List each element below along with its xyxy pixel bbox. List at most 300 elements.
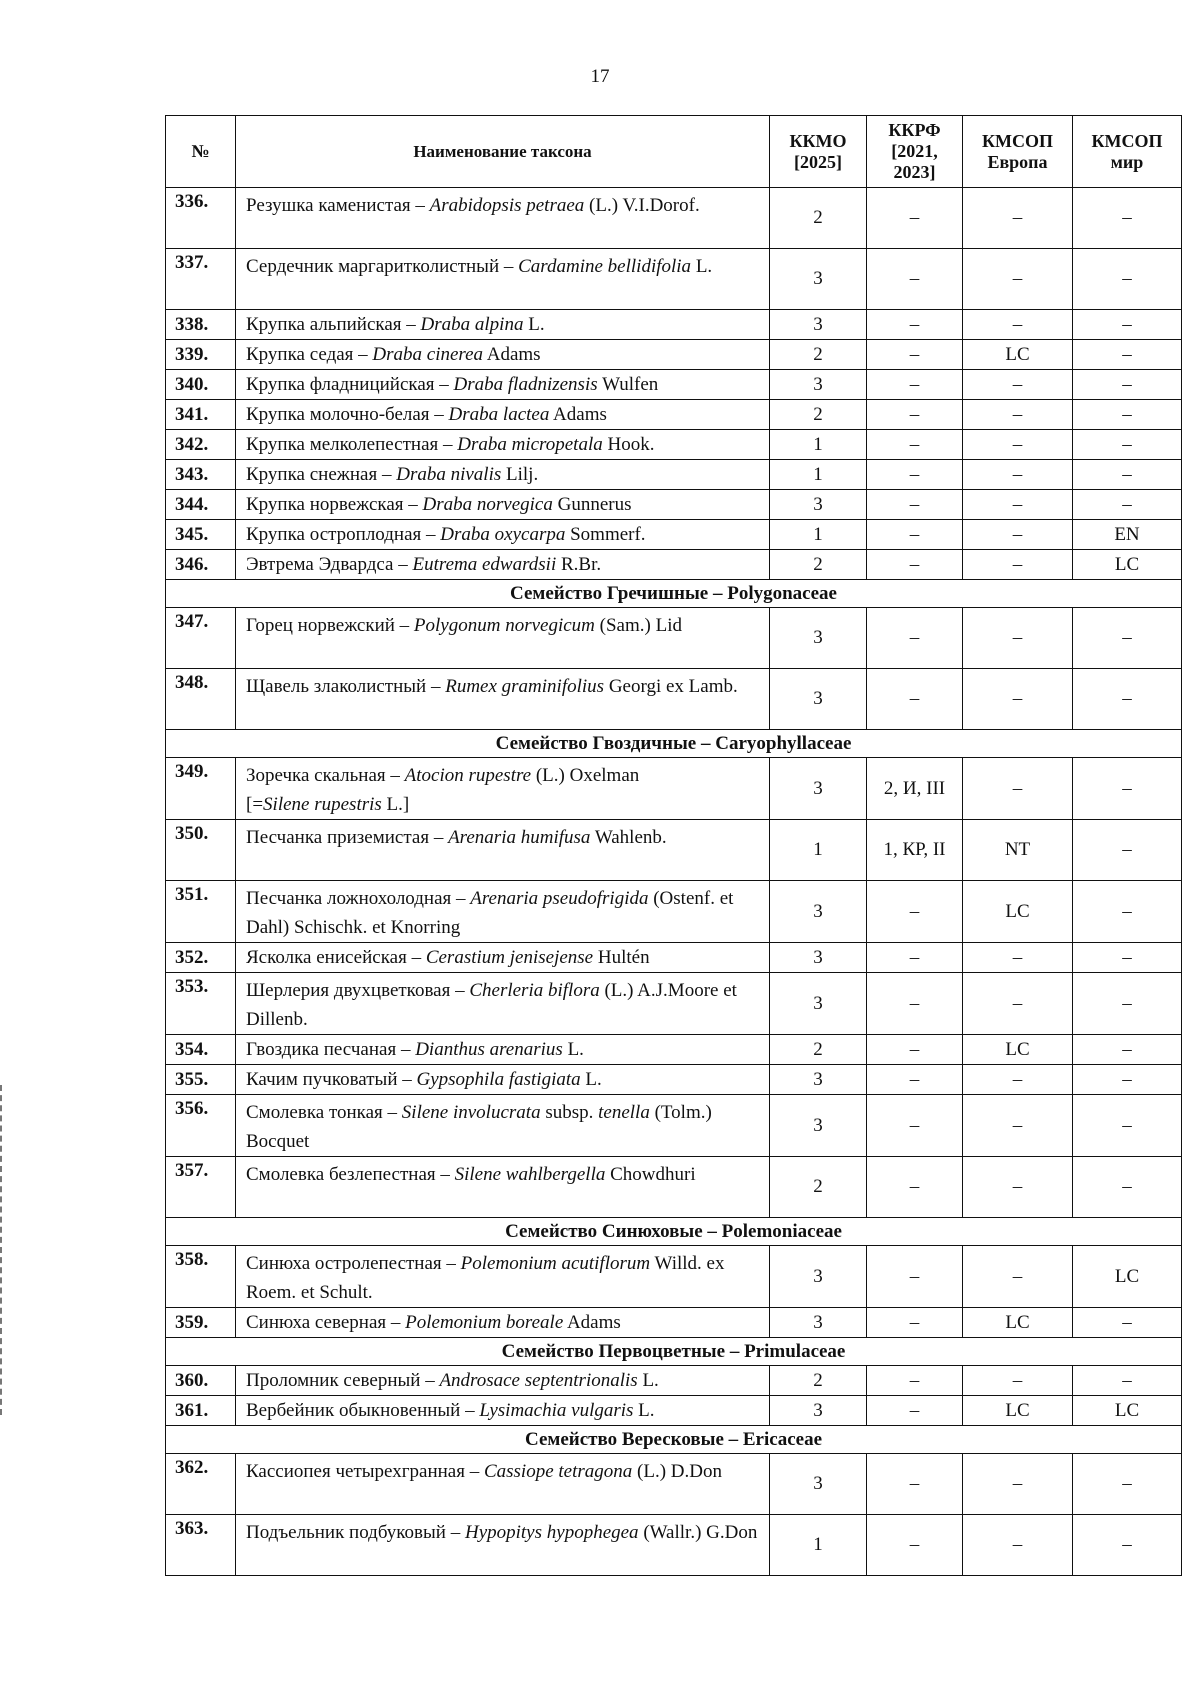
row-number: 355.: [166, 1065, 236, 1095]
taxon-russian-name: Крупка норвежская: [246, 494, 404, 515]
taxon-name: Синюха северная – Polemonium boreale Adams: [236, 1308, 770, 1338]
taxon-latin-name: Polemonium acutiflorum: [460, 1253, 651, 1274]
taxon-russian-name: Качим пучковатый: [246, 1069, 398, 1090]
table-row: [166, 973, 1182, 1035]
taxon-authority: (Wallr.) G.Don: [643, 1522, 758, 1543]
status-kkrf: –: [867, 370, 963, 400]
taxon-authority: L.: [642, 1370, 659, 1391]
taxon-authority: Wulfen: [602, 374, 659, 395]
status-kmsop-world: –: [1073, 310, 1182, 340]
table-row: [166, 1065, 1182, 1095]
status-kmsop-world: LC: [1073, 550, 1182, 580]
status-kkrf: –: [867, 490, 963, 520]
header-kmsop-europe-line: КМСОП: [981, 130, 1054, 151]
header-row: [166, 116, 1182, 188]
taxon-latin-name: Rumex graminifolius: [445, 676, 605, 697]
table-row: [166, 820, 1182, 881]
status-kkrf: –: [867, 310, 963, 340]
table-row: [166, 1515, 1182, 1576]
status-kmsop-world: –: [1073, 370, 1182, 400]
taxon-authority: L.: [528, 314, 545, 335]
table-row: [166, 249, 1182, 310]
taxon-russian-name: Смолевка безлепестная: [246, 1164, 436, 1185]
taxon-latin-name: Draba oxycarpa: [440, 524, 566, 545]
status-kkrf: –: [867, 1065, 963, 1095]
status-kmsop-europe: LC: [963, 1396, 1073, 1426]
taxon-russian-name: Зоречка скальная: [246, 765, 386, 786]
taxon-latin-name: Arabidopsis petraea: [429, 195, 585, 216]
status-kmsop-world: –: [1073, 608, 1182, 669]
row-number: 354.: [166, 1035, 236, 1065]
status-kkrf: –: [867, 1035, 963, 1065]
taxon-latin-name: Silene wahlbergella: [454, 1164, 606, 1185]
status-kmsop-europe: –: [963, 430, 1073, 460]
status-kmsop-europe: –: [963, 490, 1073, 520]
taxon-authority: Lilj.: [506, 464, 539, 485]
taxon-latin-name: Polygonum norvegicum: [413, 615, 595, 636]
taxon-name: Песчанка ложнохолодная – Arenaria pseudofrigida (Ostenf. et Dahl) Schischk. et Knorring: [236, 881, 770, 943]
taxon-name: Вербейник обыкновенный – Lysimachia vulgaris L.: [236, 1396, 770, 1426]
taxon-authority: R.Br.: [560, 554, 602, 575]
status-kmsop-world: –: [1073, 1366, 1182, 1396]
status-kkmo: 3: [770, 669, 867, 730]
row-number: 360.: [166, 1366, 236, 1396]
table-row: [166, 943, 1182, 973]
taxon-russian-name: Крупка мелколепестная: [246, 434, 439, 455]
status-kkrf: –: [867, 1246, 963, 1308]
status-kkmo: 3: [770, 608, 867, 669]
status-kkrf: –: [867, 881, 963, 943]
status-kkrf: –: [867, 1095, 963, 1157]
row-number: 362.: [166, 1454, 236, 1515]
status-kmsop-world: –: [1073, 973, 1182, 1035]
status-kkmo: 3: [770, 1065, 867, 1095]
status-kmsop-europe: –: [963, 1515, 1073, 1576]
taxon-latin-name: Draba cinerea: [372, 344, 484, 365]
status-kmsop-world: –: [1073, 430, 1182, 460]
row-number: 351.: [166, 881, 236, 943]
header-kkmo: [770, 116, 867, 188]
taxon-latin-name: Hypopitys hypophegea: [464, 1522, 639, 1543]
taxon-latin-name: Draba micropetala: [457, 434, 603, 455]
status-kmsop-world: –: [1073, 1065, 1182, 1095]
taxon-authority: (Ostenf. et Dahl) Schischk. et Knorring: [246, 888, 734, 938]
status-kkrf: 1, КР, II: [867, 820, 963, 881]
status-kkmo: 2: [770, 188, 867, 249]
family-title: Семейство Синюховые – Polemoniaceae: [166, 1218, 1182, 1246]
row-number: 337.: [166, 249, 236, 310]
row-number: 353.: [166, 973, 236, 1035]
page-number: 17: [590, 66, 610, 87]
status-kkmo: 2: [770, 340, 867, 370]
status-kmsop-world: EN: [1073, 520, 1182, 550]
status-kmsop-world: –: [1073, 1035, 1182, 1065]
status-kkmo: 2: [770, 1157, 867, 1218]
taxon-authority: (Sam.) Lid: [599, 615, 682, 636]
taxon-russian-name: Эвтрема Эдвардса: [246, 554, 394, 575]
taxon-authority: Adams: [553, 404, 607, 425]
taxon-latin-name: Draba fladnizensis: [453, 374, 598, 395]
taxon-russian-name: Крупка седая: [246, 344, 354, 365]
status-kkmo: 3: [770, 758, 867, 820]
taxon-name: Кассиопея четырехгранная – Cassiope tetragona (L.) D.Don: [236, 1454, 770, 1515]
status-kmsop-europe: –: [963, 608, 1073, 669]
taxon-name: Крупка норвежская – Draba norvegica Gunnerus: [236, 490, 770, 520]
status-kmsop-world: –: [1073, 1308, 1182, 1338]
table-row: [166, 310, 1182, 340]
status-kkmo: 1: [770, 460, 867, 490]
status-kmsop-world: –: [1073, 188, 1182, 249]
status-kmsop-europe: –: [963, 400, 1073, 430]
table-body: [166, 188, 1182, 1576]
status-kkrf: –: [867, 1157, 963, 1218]
status-kmsop-world: LC: [1073, 1246, 1182, 1308]
taxon-russian-name: Крупка молочно-белая: [246, 404, 430, 425]
family-row: [166, 730, 1182, 758]
header-kmsop-world-line: мир: [1110, 151, 1144, 172]
status-kkmo: 3: [770, 973, 867, 1035]
status-kkmo: 3: [770, 943, 867, 973]
status-kmsop-world: LC: [1073, 1396, 1182, 1426]
row-number: 342.: [166, 430, 236, 460]
taxon-authority: Georgi ex Lamb.: [608, 676, 738, 697]
table-row: [166, 881, 1182, 943]
status-kmsop-europe: –: [963, 1065, 1073, 1095]
status-kkmo: 2: [770, 1035, 867, 1065]
status-kkrf: –: [867, 340, 963, 370]
status-kmsop-world: –: [1073, 820, 1182, 881]
row-number: 341.: [166, 400, 236, 430]
taxon-name: Качим пучковатый – Gypsophila fastigiata L.: [236, 1065, 770, 1095]
status-kmsop-europe: –: [963, 973, 1073, 1035]
taxon-authority: (L.) V.I.Dorof.: [589, 195, 700, 216]
status-kkrf: –: [867, 188, 963, 249]
taxon-russian-name: Песчанка приземистая: [246, 827, 430, 848]
row-number: 361.: [166, 1396, 236, 1426]
status-kkmo: 1: [770, 520, 867, 550]
table-row: [166, 608, 1182, 669]
family-row: [166, 580, 1182, 608]
status-kmsop-world: –: [1073, 1515, 1182, 1576]
row-number: 357.: [166, 1157, 236, 1218]
taxon-name: Крупка седая – Draba cinerea Adams: [236, 340, 770, 370]
taxon-russian-name: Резушка каменистая: [246, 195, 411, 216]
taxon-russian-name: Вербейник обыкновенный: [246, 1400, 461, 1421]
status-kkrf: –: [867, 1515, 963, 1576]
status-kmsop-europe: –: [963, 1366, 1073, 1396]
table-row: [166, 1035, 1182, 1065]
taxon-name: Шерлерия двухцветковая – Cherleria biflora (L.) A.J.Moore et Dillenb.: [236, 973, 770, 1035]
row-number: 340.: [166, 370, 236, 400]
status-kkrf: –: [867, 550, 963, 580]
status-kkmo: 2: [770, 550, 867, 580]
status-kmsop-world: –: [1073, 460, 1182, 490]
status-kmsop-europe: –: [963, 520, 1073, 550]
header-kmsop-europe: [963, 116, 1073, 188]
taxon-name: Синюха остролепестная – Polemonium acutiflorum Willd. ex Roem. et Schult.: [236, 1246, 770, 1308]
taxon-russian-name: Песчанка ложнохолодная: [246, 888, 452, 909]
taxon-russian-name: Крупка фладницийская: [246, 374, 435, 395]
status-kmsop-world: –: [1073, 943, 1182, 973]
status-kkmo: 3: [770, 370, 867, 400]
header-kkmo-line: ККМО: [789, 130, 847, 151]
taxon-russian-name: Крупка альпийская: [246, 314, 402, 335]
status-kkrf: –: [867, 1366, 963, 1396]
status-kkrf: –: [867, 608, 963, 669]
taxon-authority: Hook.: [607, 434, 655, 455]
row-number: 345.: [166, 520, 236, 550]
scan-margin-mark: [0, 1085, 5, 1415]
header-kkrf-line: 2023]: [893, 162, 936, 182]
taxon-name: Ясколка енисейская – Cerastium jenisejense Hultén: [236, 943, 770, 973]
taxon-russian-name: Шерлерия двухцветковая: [246, 980, 451, 1001]
row-number: 359.: [166, 1308, 236, 1338]
status-kmsop-world: –: [1073, 1454, 1182, 1515]
status-kkrf: –: [867, 249, 963, 310]
taxon-authority: L.: [585, 1069, 602, 1090]
taxon-authority: Willd. ex Roem. et Schult.: [246, 1253, 725, 1303]
status-kkmo: 3: [770, 490, 867, 520]
status-kmsop-europe: –: [963, 943, 1073, 973]
taxon-latin-name: Silene involucrata: [401, 1102, 541, 1123]
row-number: 344.: [166, 490, 236, 520]
taxon-russian-name: Горец норвежский: [246, 615, 395, 636]
taxon-name: Эвтрема Эдвардса – Eutrema edwardsii R.Br.: [236, 550, 770, 580]
taxon-name: Крупка молочно-белая – Draba lactea Adams: [236, 400, 770, 430]
taxon-latin-name: Arenaria humifusa: [448, 827, 591, 848]
taxon-russian-name: Кассиопея четырехгранная: [246, 1461, 465, 1482]
status-kmsop-world: –: [1073, 249, 1182, 310]
status-kkrf: –: [867, 943, 963, 973]
taxon-latin-name: Androsace septentrionalis: [439, 1370, 638, 1391]
status-kkmo: 3: [770, 1246, 867, 1308]
header-kmsop-world: [1073, 116, 1182, 188]
taxon-name: Резушка каменистая – Arabidopsis petraea (L.) V.I.Dorof.: [236, 188, 770, 249]
row-number: 356.: [166, 1095, 236, 1157]
status-kmsop-world: –: [1073, 340, 1182, 370]
status-kmsop-world: –: [1073, 400, 1182, 430]
taxon-latin-name: Atocion rupestre: [404, 765, 532, 786]
row-number: 347.: [166, 608, 236, 669]
taxon-authority: subsp. tenella (Tolm.) Bocquet: [246, 1102, 712, 1152]
taxon-latin-name: Draba alpina: [420, 314, 524, 335]
taxon-latin-name: Draba lactea: [448, 404, 550, 425]
table-row: [166, 1396, 1182, 1426]
table-row: [166, 1308, 1182, 1338]
status-kmsop-world: –: [1073, 1157, 1182, 1218]
status-kkmo: 3: [770, 249, 867, 310]
taxon-latin-name: Cherleria biflora: [469, 980, 600, 1001]
header-kkrf: [867, 116, 963, 188]
taxon-name: Крупка снежная – Draba nivalis Lilj.: [236, 460, 770, 490]
taxon-russian-name: Проломник северный: [246, 1370, 421, 1391]
taxon-authority: Hultén: [597, 947, 650, 968]
row-number: 350.: [166, 820, 236, 881]
family-row: [166, 1218, 1182, 1246]
taxon-name: Песчанка приземистая – Arenaria humifusa Wahlenb.: [236, 820, 770, 881]
status-kmsop-europe: –: [963, 310, 1073, 340]
row-number: 363.: [166, 1515, 236, 1576]
status-kmsop-europe: LC: [963, 340, 1073, 370]
status-kmsop-europe: –: [963, 1095, 1073, 1157]
table-row: [166, 188, 1182, 249]
taxon-russian-name: Гвоздика песчаная: [246, 1039, 397, 1060]
taxon-authority: L.: [695, 256, 713, 277]
table-row: [166, 1095, 1182, 1157]
header-taxon-name: Наименование таксона: [236, 116, 770, 188]
status-kkmo: 3: [770, 1396, 867, 1426]
taxon-name: Смолевка безлепестная – Silene wahlbergella Chowdhuri: [236, 1157, 770, 1218]
taxon-latin-name: Draba nivalis: [396, 464, 502, 485]
status-kkrf: –: [867, 1396, 963, 1426]
taxon-authority: Chowdhuri: [610, 1164, 696, 1185]
table-row: [166, 1246, 1182, 1308]
taxon-authority: (L.) Oxelman [=Silene rupestris L.]: [246, 765, 640, 815]
status-kkmo: 3: [770, 1308, 867, 1338]
table-row: [166, 460, 1182, 490]
status-kkrf: –: [867, 460, 963, 490]
family-title: Семейство Первоцветные – Primulaceae: [166, 1338, 1182, 1366]
taxon-name: Подъельник подбуковый – Hypopitys hypophegea (Wallr.) G.Don: [236, 1515, 770, 1576]
taxon-name: Крупка альпийская – Draba alpina L.: [236, 310, 770, 340]
status-kmsop-europe: –: [963, 669, 1073, 730]
status-kmsop-europe: LC: [963, 1308, 1073, 1338]
status-kmsop-europe: –: [963, 249, 1073, 310]
status-kkmo: 1: [770, 820, 867, 881]
taxon-latin-name: Cerastium jenisejense: [425, 947, 594, 968]
row-number: 336.: [166, 188, 236, 249]
status-kmsop-europe: –: [963, 1454, 1073, 1515]
taxon-name: Горец норвежский – Polygonum norvegicum (Sam.) Lid: [236, 608, 770, 669]
table-row: [166, 669, 1182, 730]
status-kkrf: –: [867, 669, 963, 730]
status-kmsop-world: –: [1073, 1095, 1182, 1157]
taxon-latin-name: Polemonium boreale: [405, 1312, 564, 1333]
status-kkrf: –: [867, 973, 963, 1035]
header-kkmo-line: [2025]: [794, 151, 842, 172]
taxon-latin-name: Lysimachia vulgaris: [479, 1400, 634, 1421]
table-row: [166, 1157, 1182, 1218]
taxon-authority: (L.) D.Don: [637, 1461, 722, 1482]
taxon-name: Смолевка тонкая – Silene involucrata subsp. tenella (Tolm.) Bocquet: [236, 1095, 770, 1157]
taxon-authority: Gunnerus: [557, 494, 632, 515]
row-number: 346.: [166, 550, 236, 580]
table-row: [166, 430, 1182, 460]
table-row: [166, 1366, 1182, 1396]
status-kmsop-world: –: [1073, 881, 1182, 943]
status-kmsop-europe: –: [963, 1246, 1073, 1308]
taxon-name: Сердечник маргаритколистный – Cardamine bellidifolia L.: [236, 249, 770, 310]
taxon-russian-name: Сердечник маргаритколистный: [246, 256, 500, 277]
taxon-authority: Sommerf.: [570, 524, 646, 545]
family-row: [166, 1338, 1182, 1366]
taxon-russian-name: Ясколка енисейская: [246, 947, 407, 968]
taxon-russian-name: Смолевка тонкая: [246, 1102, 383, 1123]
taxon-latin-name: Dianthus arenarius: [415, 1039, 563, 1060]
status-kkmo: 3: [770, 310, 867, 340]
table-row: [166, 1454, 1182, 1515]
status-kmsop-europe: LC: [963, 1035, 1073, 1065]
row-number: 348.: [166, 669, 236, 730]
taxon-latin-name: Eutrema edwardsii: [412, 554, 557, 575]
taxon-authority: (L.) A.J.Moore et Dillenb.: [246, 980, 737, 1030]
status-kkmo: 3: [770, 1454, 867, 1515]
taxon-authority: Wahlenb.: [594, 827, 667, 848]
taxon-authority: L.: [638, 1400, 655, 1421]
taxon-name: Крупка остроплодная – Draba oxycarpa Sommerf.: [236, 520, 770, 550]
status-kmsop-europe: LC: [963, 881, 1073, 943]
status-kmsop-world: –: [1073, 490, 1182, 520]
status-kkrf: –: [867, 430, 963, 460]
taxon-russian-name: Синюха северная: [246, 1312, 387, 1333]
row-number: 339.: [166, 340, 236, 370]
status-kkrf: –: [867, 1454, 963, 1515]
taxon-authority: L.: [567, 1039, 584, 1060]
taxon-name: Крупка фладницийская – Draba fladnizensis Wulfen: [236, 370, 770, 400]
family-title: Семейство Гречишные – Polygonaceae: [166, 580, 1182, 608]
status-kmsop-europe: –: [963, 460, 1073, 490]
status-kmsop-europe: –: [963, 758, 1073, 820]
table-row: [166, 340, 1182, 370]
status-kkmo: 1: [770, 1515, 867, 1576]
header-number: №: [166, 116, 236, 188]
status-kmsop-europe: –: [963, 370, 1073, 400]
taxon-russian-name: Синюха остролепестная: [246, 1253, 442, 1274]
header-kkrf-line: [2021,: [891, 141, 938, 161]
row-number: 358.: [166, 1246, 236, 1308]
row-number: 349.: [166, 758, 236, 820]
taxon-latin-name: Cassiope tetragona: [483, 1461, 633, 1482]
taxon-name: Зоречка скальная – Atocion rupestre (L.) Oxelman [=Silene rupestris L.]: [236, 758, 770, 820]
taxon-name: Крупка мелколепестная – Draba micropetala Hook.: [236, 430, 770, 460]
taxon-latin-name: Cardamine bellidifolia: [518, 256, 692, 277]
status-kkmo: 2: [770, 400, 867, 430]
status-kkmo: 1: [770, 430, 867, 460]
family-title: Семейство Вересковые – Ericaceae: [166, 1426, 1182, 1454]
taxa-table: [165, 115, 1182, 1576]
taxon-russian-name: Щавель злаколистный: [246, 676, 427, 697]
status-kkrf: –: [867, 520, 963, 550]
table-row: [166, 490, 1182, 520]
table-row: [166, 758, 1182, 820]
status-kkrf: –: [867, 400, 963, 430]
table-row: [166, 370, 1182, 400]
status-kmsop-world: –: [1073, 669, 1182, 730]
taxon-authority: Adams: [566, 1312, 621, 1333]
family-row: [166, 1426, 1182, 1454]
table-row: [166, 550, 1182, 580]
status-kmsop-europe: –: [963, 550, 1073, 580]
status-kkrf: –: [867, 1308, 963, 1338]
taxon-latin-name: Arenaria pseudofrigida: [470, 888, 649, 909]
status-kmsop-world: –: [1073, 758, 1182, 820]
taxon-name: Щавель злаколистный – Rumex graminifolius Georgi ex Lamb.: [236, 669, 770, 730]
taxon-latin-name: Gypsophila fastigiata: [416, 1069, 581, 1090]
row-number: 338.: [166, 310, 236, 340]
taxon-name: Проломник северный – Androsace septentrionalis L.: [236, 1366, 770, 1396]
taxon-russian-name: Крупка снежная: [246, 464, 378, 485]
header-kkrf-line: ККРФ: [888, 120, 941, 140]
header-kmsop-world-line: КМСОП: [1091, 130, 1163, 151]
taxon-latin-name: Draba norvegica: [422, 494, 553, 515]
family-title: Семейство Гвоздичные – Caryophyllaceae: [166, 730, 1182, 758]
status-kmsop-europe: NT: [963, 820, 1073, 881]
taxon-authority: Adams: [486, 344, 541, 365]
taxon-russian-name: Подъельник подбуковый: [246, 1522, 446, 1543]
table-row: [166, 520, 1182, 550]
table-row: [166, 400, 1182, 430]
status-kmsop-europe: –: [963, 188, 1073, 249]
